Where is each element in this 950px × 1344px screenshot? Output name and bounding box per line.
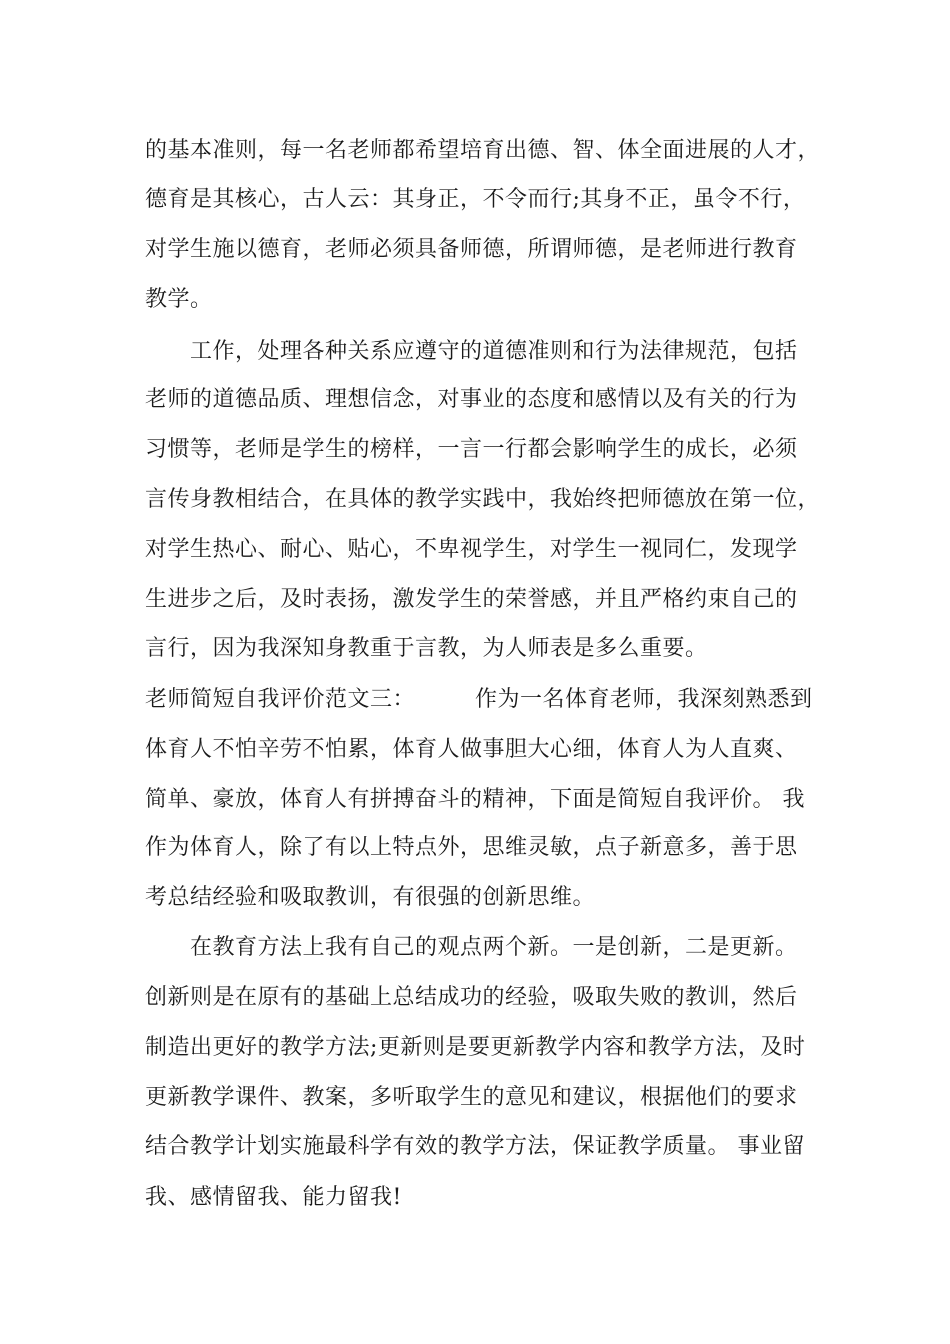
text-line: 德育是其核心，古人云：其身正，不令而行;其身不正，虽令不行，: [145, 187, 806, 212]
text-line: 言行，因为我深知身教重于言教，为人师表是多么重要。: [145, 636, 708, 661]
text-line: 更新教学课件、教案，多听取学生的意见和建议，根据他们的要求: [145, 1085, 798, 1110]
text-line: 工作，处理各种关系应遵守的道德准则和行为法律规范，包括: [190, 339, 798, 364]
text-line: 言传身教相结合，在具体的教学实践中，我始终把师德放在第一位，: [145, 487, 821, 512]
text-line: 生进步之后，及时表扬，激发学生的荣誉感，并且严格约束自己的: [145, 587, 798, 612]
text-line: 习惯等，老师是学生的榜样，一言一行都会影响学生的成长，必须: [145, 437, 798, 462]
text-line: 创新则是在原有的基础上总结成功的经验，吸取失败的教训，然后: [145, 985, 798, 1010]
text-line: 简单、豪放，体育人有拼搏奋斗的精神，下面是简短自我评价。 我: [145, 787, 805, 812]
text-line: 的基本准则，每一名老师都希望培育出德、智、体全面进展的人才，: [145, 138, 821, 163]
text-line: 教学。: [145, 287, 213, 312]
text-line: 体育人不怕辛劳不怕累，体育人做事胆大心细，体育人为人直爽、: [145, 737, 798, 762]
section-heading-line: 老师简短自我评价范文三： 作为一名体育老师，我深刻熟悉到: [145, 687, 813, 712]
text-line: 制造出更好的教学方法;更新则是要更新教学内容和教学方法，及时: [145, 1035, 806, 1060]
text-line: 在教育方法上我有自己的观点两个新。一是创新，二是更新。: [190, 935, 798, 960]
text-line: 对学生施以德育，老师必须具备师德，所谓师德，是老师进行教育: [145, 237, 798, 262]
text-line: 作为体育人，除了有以上特点外，思维灵敏，点子新意多，善于思: [145, 835, 798, 860]
text-line: 老师的道德品质、理想信念，对事业的态度和感情以及有关的行为: [145, 387, 798, 412]
text-line: 考总结经验和吸取教训，有很强的创新思维。: [145, 885, 596, 910]
text-line: 结合教学计划实施最科学有效的教学方法，保证教学质量。 事业留: [145, 1134, 805, 1159]
text-line: 对学生热心、耐心、贴心，不卑视学生，对学生一视同仁，发现学: [145, 537, 798, 562]
text-line: 我、感情留我、能力留我!: [145, 1185, 402, 1210]
